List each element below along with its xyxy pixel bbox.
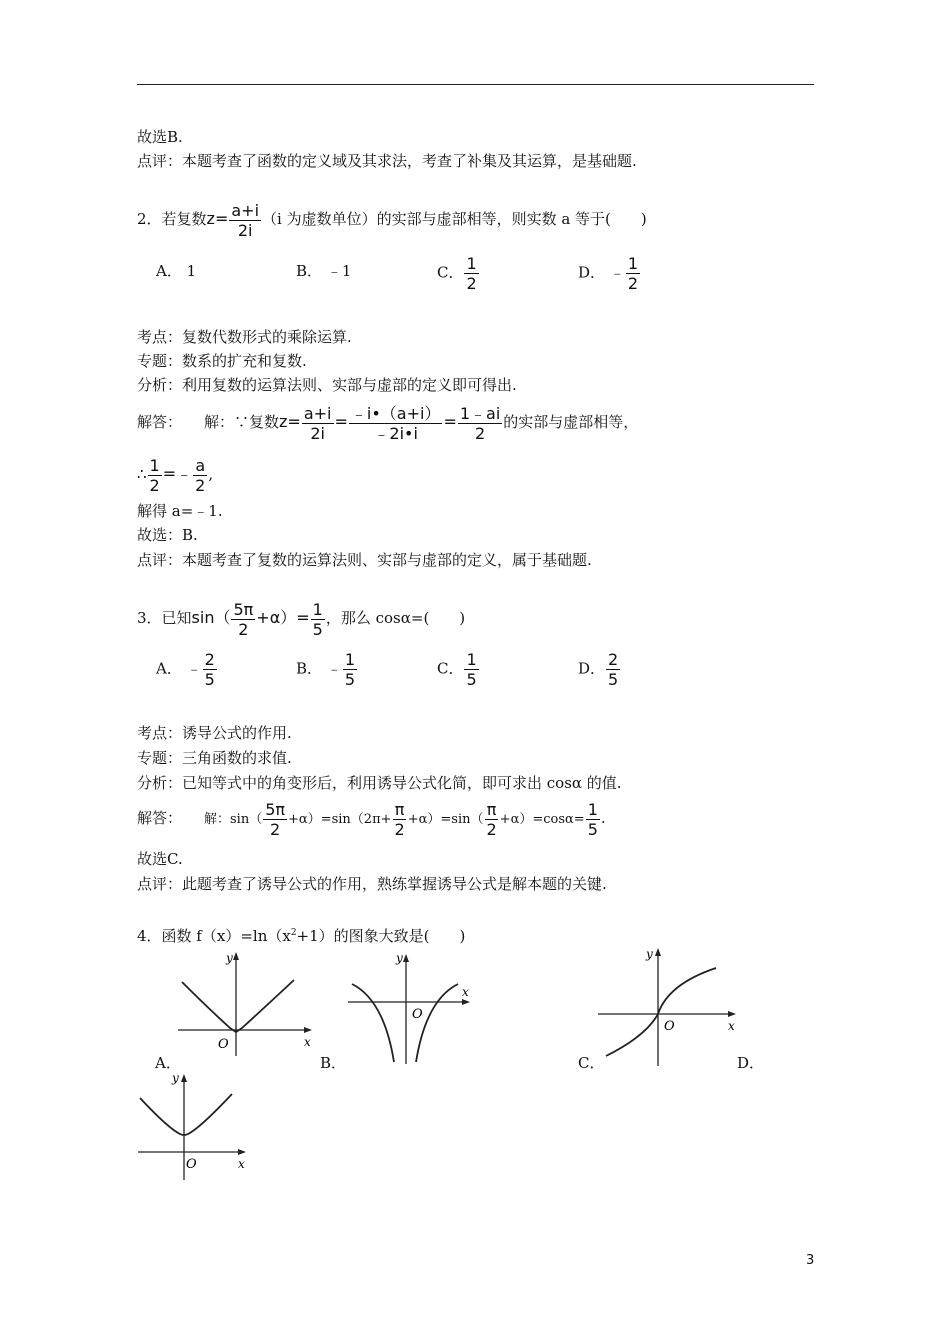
sol-fraction-2 [349,404,443,443]
frac-den: 5 [587,819,598,839]
axis-x-label: x [728,1019,735,1033]
frac-den: 5 [466,670,477,689]
q3-option-b [296,650,358,689]
q2-z: z= [206,209,229,228]
q3-solution [137,796,606,842]
graph-d-label: D． [737,1054,765,1072]
sol-fraction-4 [586,800,600,839]
origin-label: O [186,1157,197,1172]
frac-num: π [486,799,497,819]
frac-den: 2 [486,819,497,839]
frac-num: a [195,455,206,475]
t-mid: =﹣ [162,464,193,483]
graph-b [346,948,476,1068]
q3-kaodian: 考点：诱导公式的作用. [137,724,292,742]
q3-plus-alpha: +α）= [256,608,310,627]
q3-value-fraction [311,600,325,639]
frac-num: 1 [466,650,477,669]
t-end: , [208,465,214,483]
q4-stem-a: 4．函数 f（x）=ln（x [137,927,291,945]
q2-stem [137,198,647,240]
sol-part-3: +α）=cosα= [499,812,585,827]
q3-answer: 故选C. [137,850,183,868]
q2-stem-prefix: 2．若复数 [137,210,207,228]
origin-label: O [412,1007,423,1022]
frac-num: 2 [204,650,215,669]
frac-num: a+i [231,200,260,220]
axis-y-label: y [226,951,233,965]
option-label: C． [437,263,464,282]
option-label: D． [578,659,606,678]
sol-eq: = [443,412,457,431]
frac-den: ﹣2i•i [373,423,418,443]
axis-x-label: x [462,985,469,999]
frac-den: 2i [237,220,253,240]
graph-c-label: C． [578,1054,605,1072]
option-fraction [464,254,478,293]
q2-option-b [296,260,351,281]
q1-comment: 点评：本题考查了函数的定义域及其求法，考查了补集及其运算，是基础题. [137,152,637,170]
frac-den: 5 [344,670,356,689]
header-rule [137,84,814,85]
q3-stem-prefix: 3．已知 [137,609,192,627]
frac-num: 1 [312,599,323,619]
q3-fenxi: 分析：已知等式中的角变形后，利用诱导公式化简，即可求出 cosα 的值. [137,774,622,792]
q2-stem-fraction [229,201,261,240]
frac-den: 5 [312,619,323,639]
frac-den: 2 [474,423,486,443]
sol-fraction-3 [458,404,502,443]
sol-intro: 解：sin（ [204,812,263,827]
origin-label: O [664,1019,675,1034]
q2-option-c [437,254,480,293]
frac-num: 2 [608,650,619,669]
frac-num: 1 [149,455,160,475]
graph-c [596,940,746,1068]
axis-y-label: y [396,951,403,965]
solution-label: 解答： [137,809,183,827]
frac-num: 1﹣ai [459,403,501,423]
q3-stem [137,596,465,640]
frac-den: 2 [238,619,249,639]
frac-num: ﹣i•（a+i） [350,403,441,423]
frac-num: 5π [265,799,286,819]
q2-zhuanti: 专题：数系的扩充和复数. [137,352,307,370]
option-fraction [203,650,217,689]
q3-option-d [578,650,621,689]
frac-den: 5 [204,670,215,689]
option-value: 1 [186,262,197,280]
frac-den: 5 [608,670,619,689]
frac-num: 1 [344,650,356,669]
solution-intro: 解：∵复数 [204,413,280,431]
sol-fraction-2 [393,800,407,839]
option-fraction [606,650,620,689]
sol-fraction-1 [302,404,334,443]
q2-therefore [137,452,213,496]
option-sign: ﹣ [609,263,625,282]
q2-kaodian: 考点：复数代数形式的乘除运算. [137,328,352,346]
therefore-sign: ∴ [137,465,147,483]
option-value: ﹣1 [326,262,352,280]
q2-solve: 解得 a=﹣1. [137,502,223,520]
graph-b-label: B． [320,1054,347,1072]
q4-stem-b: +1）的图象大致是( ) [296,927,466,945]
frac-den: 2 [195,475,206,495]
sol-z: z= [279,412,301,431]
q4-stem [137,922,465,947]
q3-option-a [156,650,218,689]
frac-den: 2 [627,274,639,293]
t-fraction-2 [193,456,207,495]
sol-end: . [600,809,606,827]
t-fraction-1 [148,456,162,495]
frac-num: π [394,799,405,819]
option-label: A． [156,659,182,678]
q3-option-c [437,650,480,689]
frac-den: 2i [310,423,325,443]
q4-stem-sup: 2 [290,928,297,938]
origin-label: O [218,1037,229,1052]
axis-x-label: x [238,1157,245,1171]
frac-num: 1 [587,799,598,819]
graph-d [136,1068,256,1184]
option-label: B． [296,659,323,678]
frac-den: 2 [466,274,477,293]
q3-sin: sin（ [191,608,231,627]
option-label: A． [156,262,182,280]
q3-comment: 点评：此题考查了诱导公式的作用，熟练掌握诱导公式是解本题的关键. [137,875,607,893]
option-label: B． [296,262,323,280]
q2-option-a [156,260,196,281]
axis-y-label: y [646,947,653,961]
frac-den: 2 [149,475,160,495]
q2-option-d [578,254,641,293]
solution-label: 解答： [137,413,183,431]
axis-x-label: x [304,1035,311,1049]
sol-part-2: +α）=sin（ [407,812,484,827]
frac-num: 1 [466,254,477,273]
option-label: C． [437,659,464,678]
sol-part-1: +α）=sin（2π+ [288,812,392,827]
sol-fraction-1 [263,800,287,839]
q2-stem-suffix: （i 为虚数单位）的实部与虚部相等，则实数 a 等于( ) [262,210,647,228]
q2-comment: 点评：本题考查了复数的运算法则、实部与虚部的定义，属于基础题. [137,551,592,569]
option-sign: ﹣ [326,659,342,678]
frac-den: 2 [270,819,281,839]
frac-num: a+i [303,403,332,423]
q3-angle-fraction [231,600,255,639]
q3-zhuanti: 专题：三角函数的求值. [137,749,292,767]
option-label: D． [578,263,606,282]
option-sign: ﹣ [186,659,202,678]
q2-fenxi: 分析：利用复数的运算法则、实部与虚部的定义即可得出. [137,376,517,394]
q2-solution [137,400,638,444]
sol-fraction-3 [484,800,498,839]
frac-den: 2 [394,819,405,839]
q1-answer: 故选B. [137,128,183,146]
graph-a [178,948,318,1058]
graph-a-label: A． [155,1054,181,1072]
axis-y-label: y [172,1071,179,1085]
frac-num: 1 [627,254,639,273]
sol-tail: 的实部与虚部相等， [503,413,639,431]
sol-eq: = [334,412,348,431]
option-fraction [464,650,478,689]
option-fraction [343,650,357,689]
q3-stem-suffix: ，那么 cosα=( ) [325,609,466,627]
page-number: 3 [806,1253,815,1268]
frac-num: 5π [233,599,254,619]
option-fraction [626,254,640,293]
q2-answer: 故选：B. [137,526,198,544]
